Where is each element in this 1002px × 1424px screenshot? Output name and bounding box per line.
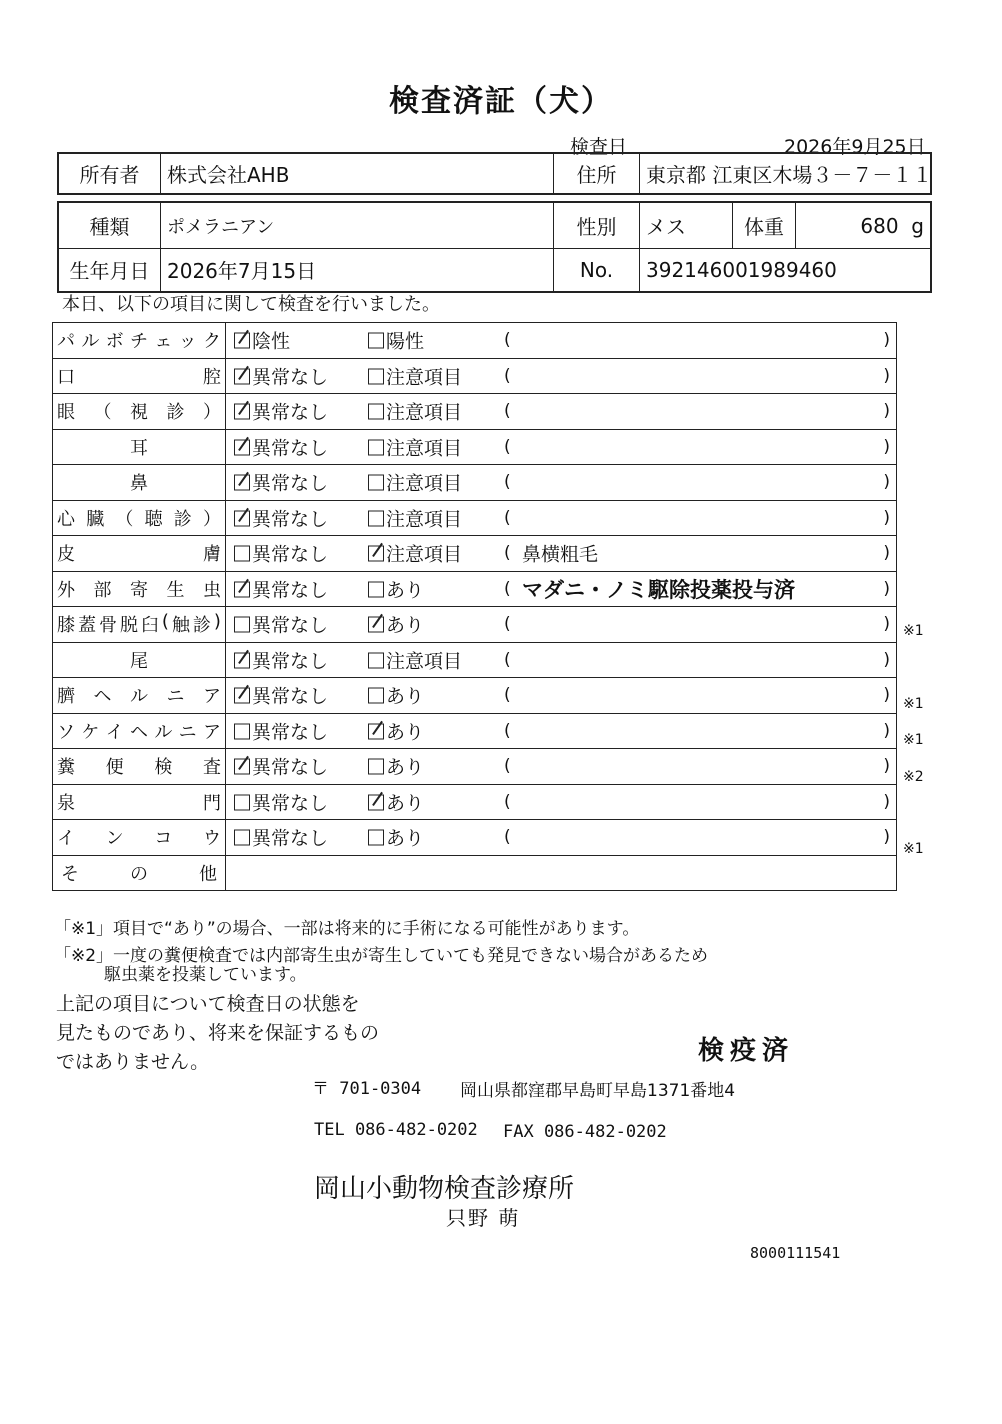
option-1[interactable]: [234, 682, 328, 709]
option-1[interactable]: [234, 469, 328, 496]
inspection-row: [53, 358, 897, 394]
checkbox[interactable]: [368, 830, 384, 846]
option-1-label: 陰性: [252, 330, 291, 353]
row-label-char: 骨: [98, 615, 117, 637]
weight-label: 体重: [733, 203, 796, 248]
option-1[interactable]: [234, 540, 328, 567]
inspection-row: [53, 571, 897, 607]
option-2[interactable]: [368, 788, 424, 815]
weight-unit: g: [911, 213, 924, 238]
row-options: [226, 571, 897, 607]
footnote-2-cont: 駆虫薬を投薬しています。: [104, 965, 307, 985]
option-2-label: あり: [386, 827, 425, 850]
row-options: [226, 394, 897, 430]
row-label-cell: [53, 713, 226, 749]
row-label-char: 聴: [144, 508, 163, 530]
option-1[interactable]: [234, 398, 328, 425]
row-options: [226, 607, 897, 643]
checkbox[interactable]: [234, 439, 250, 455]
weight-value: 680: [860, 213, 899, 238]
row-label-char: ニ: [178, 721, 197, 743]
row-label-char: 査: [202, 757, 221, 779]
row-label-char: 腔: [203, 366, 221, 388]
option-2[interactable]: [368, 575, 424, 602]
clinic-name: 岡山小動物検査診療所: [314, 1174, 575, 1204]
row-label-char: ア: [202, 721, 221, 743]
row-options: [226, 536, 897, 572]
checkbox[interactable]: [368, 510, 384, 526]
address-label: 住所: [554, 154, 640, 193]
disclaimer: [56, 990, 379, 1077]
close-paren: ): [883, 827, 890, 848]
option-1[interactable]: [234, 504, 328, 531]
row-options: [226, 678, 897, 714]
close-paren: ): [883, 330, 890, 351]
row-label-char: 寄: [130, 579, 148, 601]
option-1-label: 異常なし: [252, 721, 329, 744]
row-label-char: 便: [105, 757, 124, 779]
row-label-cell: [53, 536, 226, 572]
open-paren: (: [504, 827, 511, 848]
tel: TEL 086-482-0202: [314, 1120, 478, 1140]
inspection-row: [53, 323, 897, 359]
row-label-char: ）: [203, 402, 221, 424]
row-label-cell: [53, 784, 226, 820]
row-label: [57, 611, 221, 637]
row-label-char: ル: [130, 686, 148, 708]
row-label-char: 虫: [203, 579, 221, 601]
row-label-char: イ: [57, 828, 75, 850]
footnote-2: 「※2」一度の糞便検査では内部寄生虫が寄生していても発見できない場合があるため: [54, 946, 709, 966]
row-label-char: 検: [154, 757, 173, 779]
footnote-mark: ※1: [903, 841, 924, 858]
row-label-char: コ: [154, 828, 173, 850]
weight-field: [796, 203, 930, 248]
row-label-cell: [53, 678, 226, 714]
row-label-char: ソ: [57, 721, 75, 743]
row-label-char: そ: [61, 863, 79, 885]
option-1-label: 異常なし: [252, 650, 329, 673]
row-label-char: 脱: [119, 615, 138, 637]
checkbox[interactable]: [368, 333, 384, 349]
option-1[interactable]: [234, 575, 328, 602]
row-label-cell: [53, 465, 226, 501]
checkbox[interactable]: [234, 510, 250, 526]
checkbox[interactable]: [368, 759, 384, 775]
owner-value: 株式会社AHB: [161, 154, 554, 193]
breed-label: 種類: [59, 203, 161, 248]
disclaimer-line: 見たものであり、将来を保証するもの: [56, 1022, 380, 1044]
option-2[interactable]: [368, 611, 424, 638]
row-options: [226, 323, 897, 359]
option-2-label: あり: [386, 614, 425, 637]
option-2[interactable]: [368, 398, 462, 425]
row-options: [226, 429, 897, 465]
row-label-char: ル: [81, 331, 100, 353]
close-paren: ): [883, 401, 890, 422]
close-paren: ): [883, 614, 890, 635]
checkbox[interactable]: [234, 404, 250, 420]
option-1-label: 異常なし: [252, 366, 329, 389]
row-label-char: ル: [154, 721, 173, 743]
other-notes[interactable]: [226, 855, 897, 891]
row-label-cell: [53, 571, 226, 607]
checkbox[interactable]: [234, 617, 250, 633]
option-1-label: 異常なし: [252, 792, 329, 815]
close-paren: ): [883, 365, 890, 386]
row-label-char: チ: [129, 331, 148, 353]
option-2[interactable]: [368, 469, 462, 496]
option-2-label: あり: [386, 756, 425, 779]
intro-text: 本日、以下の項目に関して検査を行いました。: [62, 294, 440, 315]
option-1[interactable]: [234, 327, 290, 354]
no-label: No.: [554, 248, 640, 291]
row-label-cell: [53, 820, 226, 856]
close-paren: ): [883, 756, 890, 777]
checkbox[interactable]: [368, 475, 384, 491]
row-label-char: ケ: [81, 721, 100, 743]
row-label-char: パ: [57, 331, 75, 353]
option-1[interactable]: [234, 646, 328, 673]
row-label-cell: [53, 749, 226, 785]
option-1-label: 異常なし: [252, 579, 329, 602]
inspection-table: [52, 322, 897, 891]
row-note: 鼻横粗毛: [522, 543, 599, 566]
open-paren: (: [504, 365, 511, 386]
sex-value: メス: [640, 203, 733, 248]
row-label-char: 泉: [57, 792, 75, 814]
option-2[interactable]: [368, 327, 424, 354]
close-paren: ): [883, 543, 890, 564]
option-2-label: あり: [386, 721, 425, 744]
birth-value: 2026年7月15日: [161, 248, 554, 291]
option-1-label: 異常なし: [252, 685, 329, 708]
checkbox[interactable]: [234, 581, 250, 597]
option-2[interactable]: [368, 682, 424, 709]
checkbox[interactable]: [368, 581, 384, 597]
checkbox[interactable]: [234, 652, 250, 668]
checkbox[interactable]: [368, 546, 384, 562]
open-paren: (: [504, 614, 511, 635]
row-label-cell: [53, 642, 226, 678]
row-label-char: 蓋: [77, 615, 96, 637]
row-label-char: 診: [166, 402, 185, 424]
footnote-mark: ※1: [903, 623, 924, 640]
row-label-char: 臍: [57, 686, 75, 708]
row-label: [57, 363, 221, 389]
row-label: 尾: [130, 650, 148, 672]
option-1[interactable]: [234, 788, 328, 815]
checkbox[interactable]: [234, 546, 250, 562]
close-paren: ): [883, 649, 890, 670]
close-paren: ): [883, 436, 890, 457]
row-label: [57, 398, 221, 424]
row-label-char: 門: [203, 792, 221, 814]
option-2-label: あり: [386, 579, 425, 602]
row-label-char: 視: [130, 402, 148, 424]
checkbox[interactable]: [234, 830, 250, 846]
owner-label: 所有者: [59, 154, 161, 193]
option-2-label: 注意項目: [386, 543, 463, 566]
option-1-label: 異常なし: [252, 401, 329, 424]
open-paren: (: [504, 472, 511, 493]
option-2-label: 陽性: [386, 330, 425, 353]
row-label-cell: [53, 394, 226, 430]
row-label-char: （: [93, 402, 112, 424]
row-label-char: 生: [166, 579, 185, 601]
option-1[interactable]: [234, 611, 328, 638]
footnote-mark: ※1: [903, 696, 924, 712]
row-label-char: 触: [171, 615, 190, 637]
close-paren: ): [883, 507, 890, 528]
option-1[interactable]: [234, 433, 328, 460]
row-label-char: ボ: [105, 331, 124, 353]
inspection-row: [53, 394, 897, 430]
option-1[interactable]: [234, 362, 328, 389]
checkbox[interactable]: [234, 759, 250, 775]
footnote-mark: ※1: [903, 732, 924, 749]
row-label-char: 膚: [203, 544, 221, 566]
option-2-label: 注意項目: [386, 650, 463, 673]
option-2-label: 注意項目: [386, 366, 463, 389]
row-options: [226, 500, 897, 536]
close-paren: ): [883, 578, 890, 599]
checkbox[interactable]: [368, 688, 384, 704]
option-1[interactable]: [234, 824, 328, 851]
row-options: [226, 820, 897, 856]
row-label-char: 臼: [140, 615, 159, 637]
row-label-char: 他: [199, 863, 217, 885]
option-2[interactable]: [368, 753, 424, 780]
option-2-label: 注意項目: [386, 401, 463, 424]
row-label-cell: [53, 500, 226, 536]
row-label: [57, 753, 221, 779]
postal-code: 〒 701-0304: [312, 1079, 422, 1099]
row-label: 耳: [130, 437, 148, 459]
row-label-char: ウ: [202, 828, 221, 850]
row-label-char: ク: [202, 331, 221, 353]
row-label-char: ヘ: [93, 686, 112, 708]
option-1-label: 異常なし: [252, 756, 329, 779]
checkbox[interactable]: [368, 368, 384, 384]
open-paren: (: [504, 330, 511, 351]
footnote-mark: ※2: [903, 768, 924, 785]
row-options: [226, 465, 897, 501]
option-1-label: 異常なし: [252, 472, 329, 495]
row-label: 鼻: [130, 473, 148, 495]
option-2[interactable]: [368, 824, 424, 851]
row-label-char: ）: [202, 508, 221, 530]
row-label-char: ヘ: [129, 721, 148, 743]
row-options: [226, 642, 897, 678]
row-label-char: 診: [192, 615, 211, 637]
row-label-char: 外: [57, 579, 75, 601]
fax: FAX 086-482-0202: [503, 1122, 667, 1142]
quarantine-stamp: 検疫済: [698, 1036, 795, 1066]
option-2[interactable]: [368, 433, 462, 460]
row-options: [226, 713, 897, 749]
checkbox[interactable]: [234, 794, 250, 810]
row-label-cell: [53, 323, 226, 359]
row-label-char: ア: [203, 686, 221, 708]
row-label: [57, 789, 221, 815]
option-1-label: 異常なし: [252, 437, 329, 460]
row-options: [226, 358, 897, 394]
inspection-row: [53, 465, 897, 501]
owner-box: [57, 152, 932, 195]
row-label: [57, 540, 221, 566]
row-label-char: ッ: [178, 331, 197, 353]
checkbox[interactable]: [234, 688, 250, 704]
close-paren: ): [883, 791, 890, 812]
row-note: マダニ・ノミ駆除投薬投与済: [522, 577, 795, 602]
row-label-char: の: [130, 863, 148, 885]
row-label-char: イ: [105, 721, 124, 743]
row-options: [226, 749, 897, 785]
option-1[interactable]: [234, 753, 328, 780]
option-2-label: あり: [386, 685, 425, 708]
checkbox[interactable]: [368, 723, 384, 739]
checkbox[interactable]: [368, 617, 384, 633]
open-paren: (: [504, 507, 511, 528]
row-label-cell: [53, 358, 226, 394]
option-2-label: あり: [386, 792, 425, 815]
owner-address: 東京都 江東区木場３－７－１１: [646, 163, 933, 187]
row-label-char: ニ: [166, 686, 185, 708]
row-label-char: 糞: [57, 757, 75, 779]
checkbox[interactable]: [368, 404, 384, 420]
option-2-label: 注意項目: [386, 472, 463, 495]
option-1-label: 異常なし: [252, 543, 329, 566]
disclaimer-line: ではありません。: [56, 1051, 210, 1073]
inspection-row: [53, 429, 897, 465]
option-1-label: 異常なし: [252, 614, 329, 637]
open-paren: (: [504, 436, 511, 457]
row-label-char: ェ: [154, 331, 173, 353]
row-label-char: ン: [105, 828, 124, 850]
open-paren: (: [504, 791, 511, 812]
option-2[interactable]: [368, 504, 462, 531]
birth-label: 生年月日: [59, 248, 161, 291]
row-label-cell: [53, 429, 226, 465]
exam-date-value: 2026年9月25日: [784, 136, 926, 158]
row-label-char: 皮: [57, 544, 75, 566]
checkbox[interactable]: [234, 723, 250, 739]
option-2-label: 注意項目: [386, 437, 463, 460]
open-paren: (: [504, 720, 511, 741]
breed-value: ポメラニアン: [161, 203, 554, 248]
row-label: [57, 327, 221, 353]
inspection-row-other: [53, 855, 897, 891]
inspection-row: [53, 749, 897, 785]
checkbox[interactable]: [368, 652, 384, 668]
inspection-row: [53, 536, 897, 572]
row-label-char: （: [115, 508, 134, 530]
checkbox[interactable]: [368, 439, 384, 455]
option-2[interactable]: [368, 646, 462, 673]
inspection-row: [53, 500, 897, 536]
row-label-cell: [53, 607, 226, 643]
close-paren: ): [883, 720, 890, 741]
row-label: [57, 718, 221, 744]
row-label-char: 眼: [57, 402, 75, 424]
row-label: [57, 824, 221, 850]
checkbox[interactable]: [234, 475, 250, 491]
open-paren: (: [504, 649, 511, 670]
serial-number: 8000111541: [750, 1244, 841, 1262]
option-1-label: 異常なし: [252, 508, 329, 531]
row-label-char: 口: [57, 366, 75, 388]
row-label-char: (: [161, 611, 169, 633]
row-label: [57, 505, 221, 531]
sex-label: 性別: [554, 203, 640, 248]
option-1-label: 異常なし: [252, 827, 329, 850]
option-2[interactable]: [368, 717, 424, 744]
inspection-row: [53, 713, 897, 749]
exam-date-label: 検査日: [570, 136, 628, 158]
checkbox[interactable]: [368, 794, 384, 810]
checkbox[interactable]: [234, 368, 250, 384]
row-label-char: 部: [93, 579, 112, 601]
open-paren: (: [504, 685, 511, 706]
option-1[interactable]: [234, 717, 328, 744]
option-2[interactable]: [368, 540, 462, 567]
row-label-char: ): [213, 611, 221, 633]
footnote-1: 「※1」項目で“あり”の場合、一部は将来的に手術になる可能性があります。: [54, 919, 640, 939]
document-title: 検査済証（犬）: [389, 84, 613, 119]
inspection-row: [53, 678, 897, 714]
row-options: [226, 784, 897, 820]
row-label: [57, 860, 221, 886]
row-label-char: 膝: [57, 615, 75, 637]
row-label-cell: [53, 855, 226, 891]
row-label-char: 臓: [86, 508, 105, 530]
inspection-row: [53, 607, 897, 643]
disclaimer-line: 上記の項目について検査日の状態を: [56, 993, 360, 1015]
open-paren: (: [504, 578, 511, 599]
open-paren: (: [504, 543, 511, 564]
row-label-char: 診: [173, 508, 192, 530]
close-paren: ): [883, 472, 890, 493]
open-paren: (: [504, 756, 511, 777]
checkbox[interactable]: [234, 333, 250, 349]
row-label: [57, 576, 221, 602]
inspection-row: [53, 820, 897, 856]
row-label-char: 心: [57, 508, 75, 530]
close-paren: ): [883, 685, 890, 706]
clinic-address: 岡山県都窪郡早島町早島1371番地4: [460, 1081, 736, 1101]
option-2-label: 注意項目: [386, 508, 463, 531]
animal-box: [57, 201, 932, 293]
veterinarian-name: 只野 萌: [446, 1206, 521, 1230]
open-paren: (: [504, 401, 511, 422]
row-label: [57, 682, 221, 708]
no-value: 392146001989460: [646, 257, 837, 282]
inspection-row: [53, 784, 897, 820]
option-2[interactable]: [368, 362, 462, 389]
inspection-row: [53, 642, 897, 678]
